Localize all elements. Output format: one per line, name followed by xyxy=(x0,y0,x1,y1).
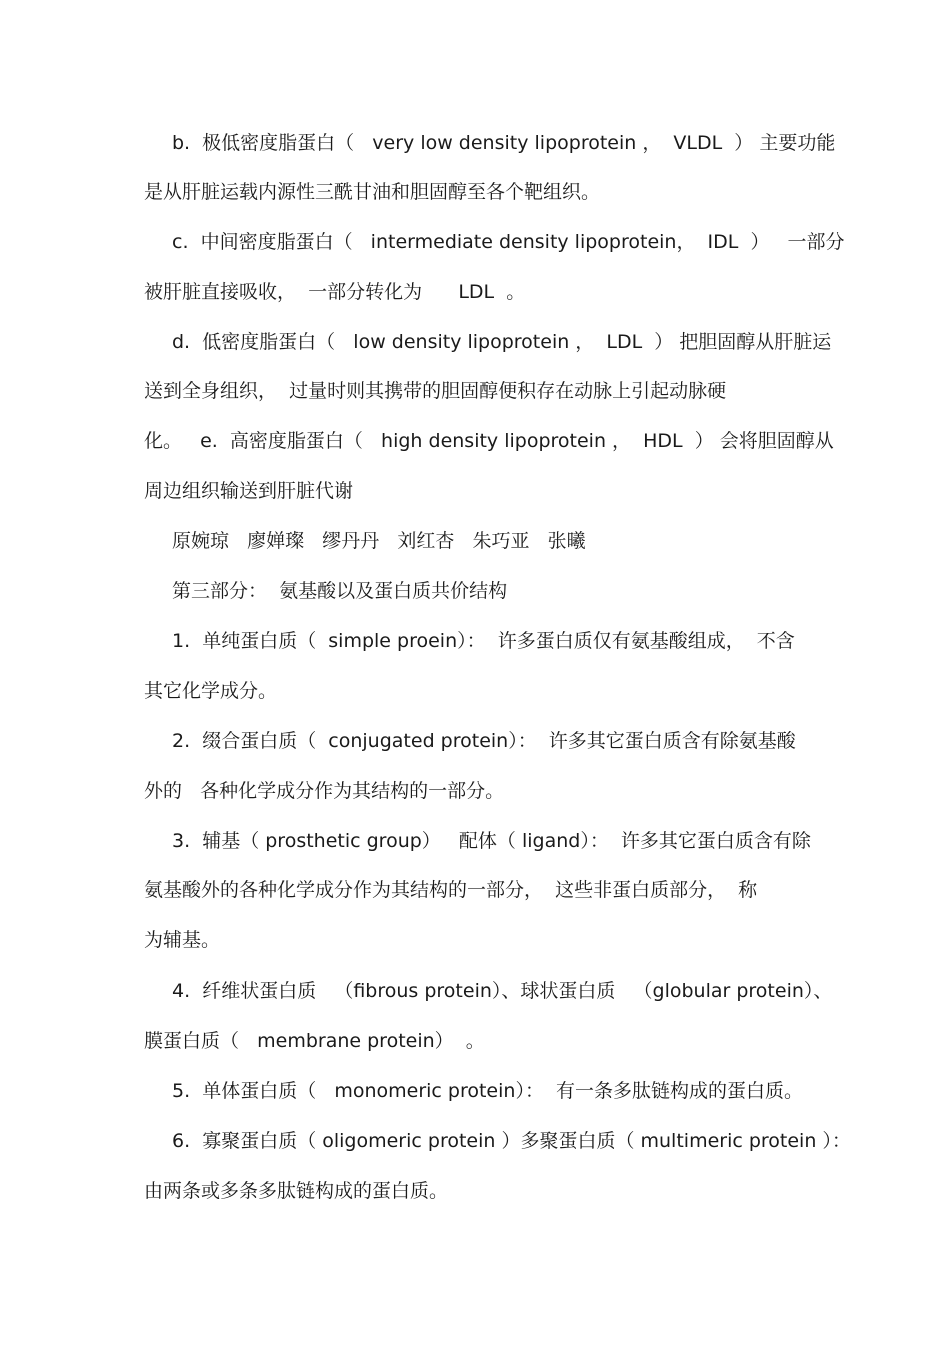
item-4-line-1: 4. 纤维状蛋白质 （fibrous protein）、球状蛋白质 （globular protein）、 xyxy=(172,980,833,1002)
section-heading: 第三部分： 氨基酸以及蛋白质共价结构 xyxy=(172,580,508,602)
item-1-line-2: 其它化学成分。 xyxy=(144,680,278,702)
item-2-line-1: 2. 缀合蛋白质（ conjugated protein）： 许多其它蛋白质含有除氨基酸 xyxy=(172,730,796,752)
paragraph-d-line-4: 周边组织输送到肝脏代谢 xyxy=(144,480,354,502)
paragraph-c-line-1: c. 中间密度脂蛋白（ intermediate density lipoprotein， IDL ） 一部分 xyxy=(172,231,845,253)
item-1-line-1: 1. 单纯蛋白质（ simple proein）： 许多蛋白质仅有氨基酸组成， 不含 xyxy=(172,630,795,652)
item-6-line-2: 由两条或多条多肽链构成的蛋白质。 xyxy=(144,1180,449,1202)
item-3-line-1: 3. 辅基（ prosthetic group） 配体（ ligand）： 许多其它蛋白质含有除 xyxy=(172,830,811,852)
item-5-line-1: 5. 单体蛋白质（ monomeric protein）： 有一条多肽链构成的蛋白质。 xyxy=(172,1080,804,1102)
item-2-line-2: 外的 各种化学成分作为其结构的一部分。 xyxy=(144,780,505,802)
paragraph-d-line-2: 送到全身组织， 过量时则其携带的胆固醇便积存在动脉上引起动脉硬 xyxy=(144,380,727,402)
item-3-line-2: 氨基酸外的各种化学成分作为其结构的一部分， 这些非蛋白质部分， 称 xyxy=(144,879,758,901)
item-4-line-2: 膜蛋白质（ membrane protein） 。 xyxy=(144,1030,485,1052)
item-6-line-1: 6. 寡聚蛋白质（ oligomeric protein ）多聚蛋白质（ multimeric protein ）： xyxy=(172,1130,851,1152)
paragraph-d-line-3: 化。 e. 高密度脂蛋白（ high density lipoprotein ， HDL ） 会将胆固醇从 xyxy=(144,430,834,452)
paragraph-b-line-2: 是从肝脏运载内源性三酰甘油和胆固醇至各个靶组织。 xyxy=(144,181,601,203)
paragraph-d-line-1: d. 低密度脂蛋白（ low density lipoprotein ， LDL ） 把胆固醇从肝脏运 xyxy=(172,331,832,353)
item-3-line-3: 为辅基。 xyxy=(144,929,221,951)
paragraph-b-line-1: b. 极低密度脂蛋白（ very low density lipoprotein ， VLDL ） 主要功能 xyxy=(172,132,836,154)
paragraph-c-line-2: 被肝脏直接吸收， 一部分转化为 LDL 。 xyxy=(144,281,526,303)
author-names: 原婉琼 廖婵璨 缪丹丹 刘红杏 朱巧亚 张曦 xyxy=(172,530,586,552)
